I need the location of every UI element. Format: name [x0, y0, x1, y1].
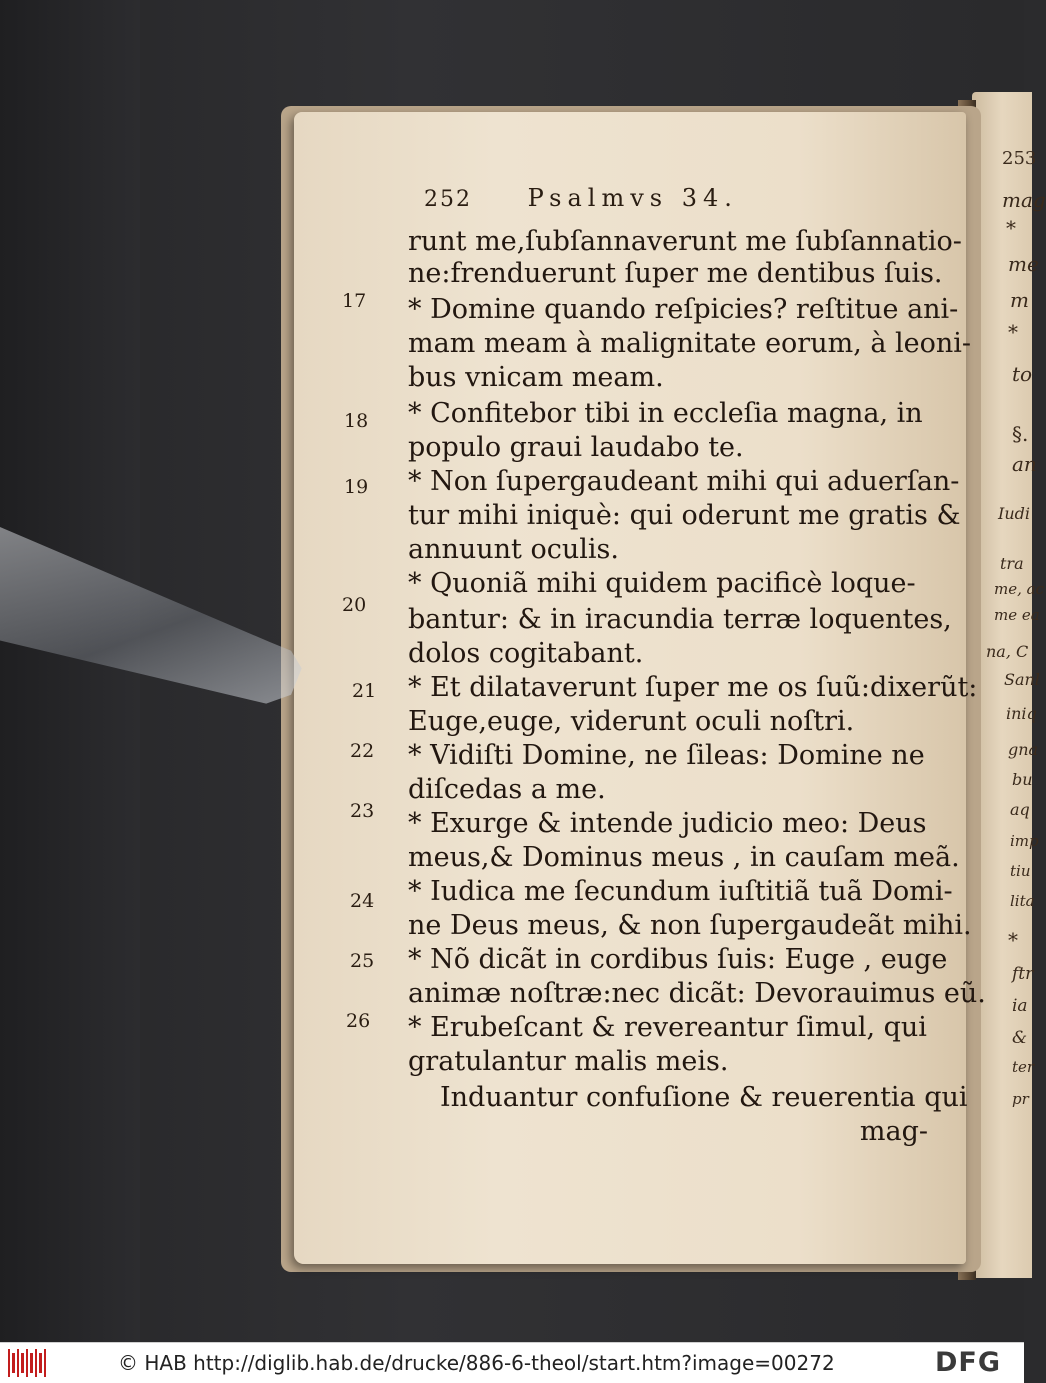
facing-page-text: ia — [1012, 996, 1028, 1016]
facing-page-text: me, ac — [994, 580, 1044, 598]
verse-number: 23 — [350, 800, 375, 822]
text-line: * Nõ dicãt in cordibus ſuis: Euge , euge — [408, 944, 948, 975]
facing-page-text: tiu — [1010, 862, 1031, 880]
verse-number: 21 — [352, 680, 377, 702]
facing-page-text: imp — [1010, 832, 1039, 850]
text-line: * Exurge & intende judicio meo: Deus — [408, 808, 927, 839]
text-line: dolos cogitabant. — [408, 638, 644, 669]
facing-page-text: iniq — [1006, 704, 1037, 723]
text-line: mam meam à malignitate eorum, à leoni- — [408, 328, 972, 359]
text-line: annuunt oculis. — [408, 534, 619, 565]
facing-page-text: * — [1008, 928, 1018, 952]
facing-page-text: tra — [1000, 554, 1024, 573]
catchword: mag- — [859, 1116, 928, 1147]
facing-page-text: pr — [1012, 1090, 1029, 1108]
facing-page-text: * — [1008, 320, 1018, 344]
facing-page-text: bu — [1012, 770, 1033, 789]
page-number: 252 — [424, 187, 472, 212]
facing-page-text: aq — [1010, 800, 1030, 819]
facing-page-text: Iudi — [998, 504, 1030, 523]
facing-page-text: to — [1012, 362, 1033, 386]
facing-page-text: §. — [1012, 422, 1029, 446]
text-line: runt me,ſubſannaverunt me ſubſannatio- — [408, 226, 962, 257]
text-line: * Domine quando reſpicies? reſtitue ani- — [408, 294, 959, 325]
verse-number: 17 — [342, 290, 367, 312]
text-line: ne:frenduerunt ſuper me dentibus ſuis. — [408, 258, 943, 289]
facing-page-text: & — [1012, 1028, 1028, 1048]
facing-page-text: m — [1010, 288, 1029, 312]
facing-page-text: Sanl — [1004, 670, 1040, 689]
facing-page-text: lita — [1010, 892, 1035, 910]
text-line: Induantur confuſione & reuerentia qui — [440, 1082, 968, 1113]
text-line: bus vnicam meam. — [408, 362, 664, 393]
facing-page-number: 253 — [1002, 148, 1037, 169]
text-line: * Confitebor tibi in eccleſia magna, in — [408, 398, 923, 429]
text-line: animæ noſtræ:nec dicãt: Devorauimus eũ. — [408, 978, 986, 1009]
facing-page-text: na, C — [986, 642, 1029, 661]
verse-number: 18 — [344, 410, 369, 432]
verse-number: 22 — [350, 740, 375, 762]
text-line: meus,& Dominus meus , in cauſam meã. — [408, 842, 960, 873]
text-line: tur mihi iniquè: qui oderunt me gratis & — [408, 500, 961, 531]
facing-page-text: ter — [1012, 1058, 1035, 1076]
text-line: * Non ſupergaudeant mihi qui aduerſan- — [408, 466, 960, 497]
text-line: * Erubeſcant & revereantur ſimul, qui — [408, 1012, 927, 1043]
dfg-logo: DFG — [935, 1347, 1002, 1378]
backdrop — [0, 0, 140, 1342]
text-line: Euge,euge, viderunt oculi noſtri. — [408, 706, 855, 737]
text-line: * Et dilataverunt ſuper me os ſuũ:dixerũt: — [408, 672, 978, 703]
text-line: bantur: & in iracundia terræ loquentes, — [408, 604, 952, 635]
text-line: populo graui laudabo te. — [408, 432, 744, 463]
text-line: * Vidiſti Domine, ne ſileas: Domine ne — [408, 740, 925, 771]
copyright-link[interactable]: © HAB http://diglib.hab.de/drucke/886-6-theol/start.htm?image=00272 — [118, 1351, 835, 1375]
text-line: * Quoniã mihi quidem pacificè loque- — [408, 568, 916, 599]
verse-number: 26 — [346, 1010, 371, 1032]
verse-number: 24 — [350, 890, 375, 912]
facing-page-text: gna — [1008, 740, 1039, 759]
page-header — [424, 184, 738, 212]
verse-number: 25 — [350, 950, 375, 972]
facing-page — [972, 92, 1046, 1278]
facing-page-text: me ea — [994, 606, 1040, 624]
text-line: gratulantur malis meis. — [408, 1046, 729, 1077]
text-line: ne Deus meus, & non ſupergaudeãt mihi. — [408, 910, 972, 941]
facing-page-text: me — [1008, 252, 1039, 276]
text-line: * Iudica me ſecundum iuſtitiã tuã Domi- — [408, 876, 953, 907]
facing-page-text: mag — [1002, 188, 1046, 212]
facing-page-text: * — [1006, 216, 1016, 240]
facing-page-text: ftr — [1012, 964, 1034, 984]
hab-logo-icon — [8, 1349, 46, 1377]
facing-page-text: an — [1012, 452, 1037, 476]
verse-number: 20 — [342, 594, 367, 616]
running-title: Psalmvs 34. — [527, 184, 738, 212]
footer-bar — [0, 1342, 1024, 1383]
text-line: diſcedas a me. — [408, 774, 606, 805]
verse-number: 19 — [344, 476, 369, 498]
